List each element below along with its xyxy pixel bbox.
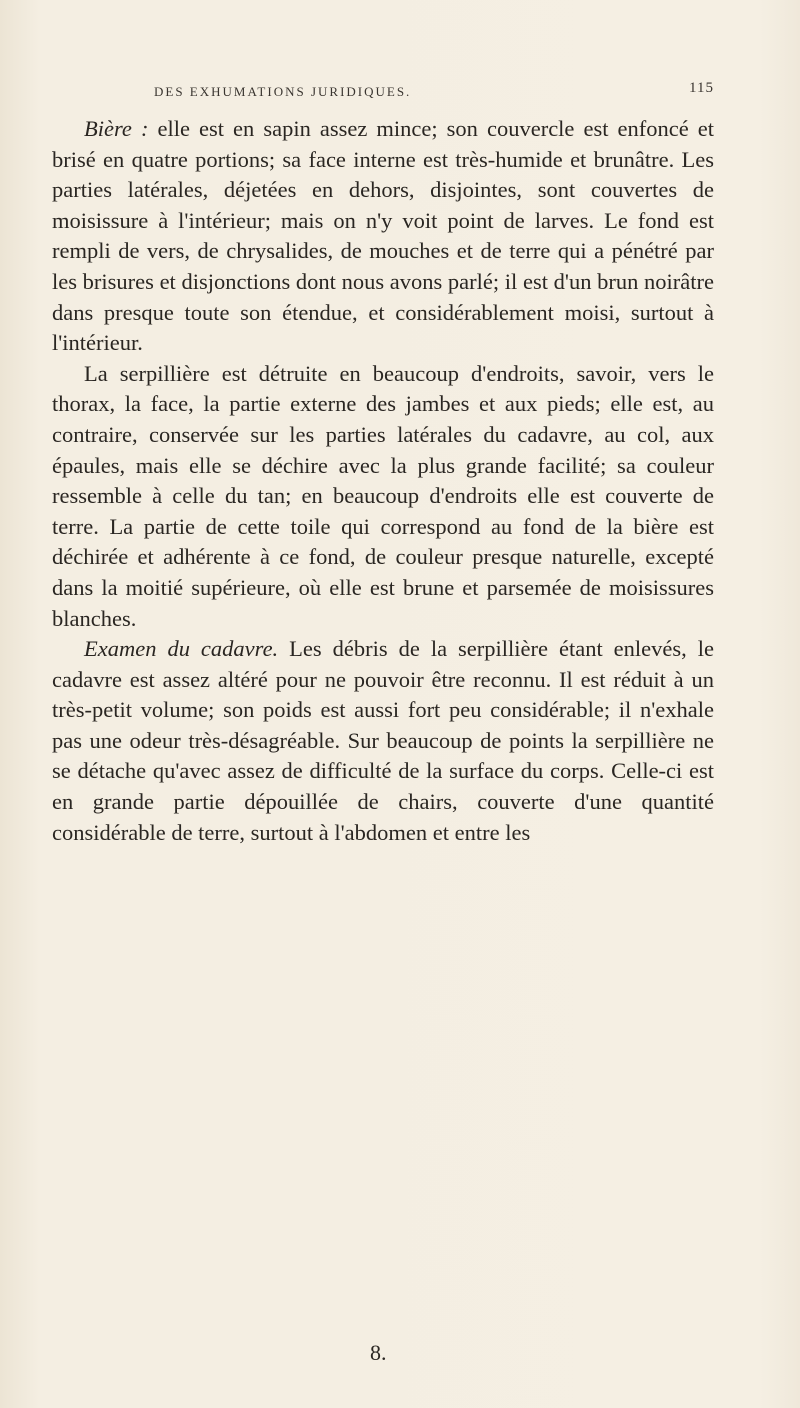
running-title: DES EXHUMATIONS JURIDIQUES. [154,84,412,99]
signature-mark: 8. [370,1340,387,1365]
paragraph-lead: Examen du cadavre. [84,636,279,662]
body-text [52,114,714,848]
paragraph-biere [52,114,714,359]
paragraph-serpilliere [52,359,714,634]
page-number: 115 [689,80,714,96]
paragraph-examen [52,634,714,848]
paragraph-text: elle est en sapin assez mince; son couvercle est enfoncé et brisé en quatre portions; sa face interne est très-humide et brunâtre. Les parties latérales, déjetées en dehors, disjointes, sont couvertes de moisissure à l'intérieur; mais on n'y voit point de larves. Le fond est rempli de vers, de chrysalides, de mouches et de terre qui a pénétré par les brisures et disjonctions dont nous avons parlé; il est d'un brun noirâtre dans presque toute son étendue, et considérablement moisi, surtout à l'intérieur. [52,116,714,356]
paragraph-lead: Bière : [84,116,149,141]
paragraph-text: Les débris de la serpillière étant enlevés, le cadavre est assez altéré pour ne pouvoir être reconnu. Il est réduit à un très-petit volume; son poids est aussi fort peu considérable; il n'exhale pas une odeur très-désagréable. Sur beaucoup de points la serpillière ne se détache qu'avec assez de difficulté de la surface du corps. Celle-ci est en grande partie dépouillée de chairs, couverte d'une quantité considérable de terre, surtout à l'abdomen et entre les [52,636,714,845]
paragraph-text: La serpillière est détruite en beaucoup d'endroits, savoir, vers le thorax, la face, la partie externe des jambes et aux pieds; elle est, au contraire, conservée sur les parties latérales du cadavre, au col, aux épaules, mais elle se déchire avec la plus grande facilité; sa couleur ressemble à celle du tan; en beaucoup d'endroits elle est couverte de terre. La partie de cette toile qui correspond au fond de la bière est déchirée et adhérente à ce fond, de couleur presque naturelle, excepté dans la moitié supérieure, où elle est brune et parsemée de moisissures blanches. [52,360,714,631]
